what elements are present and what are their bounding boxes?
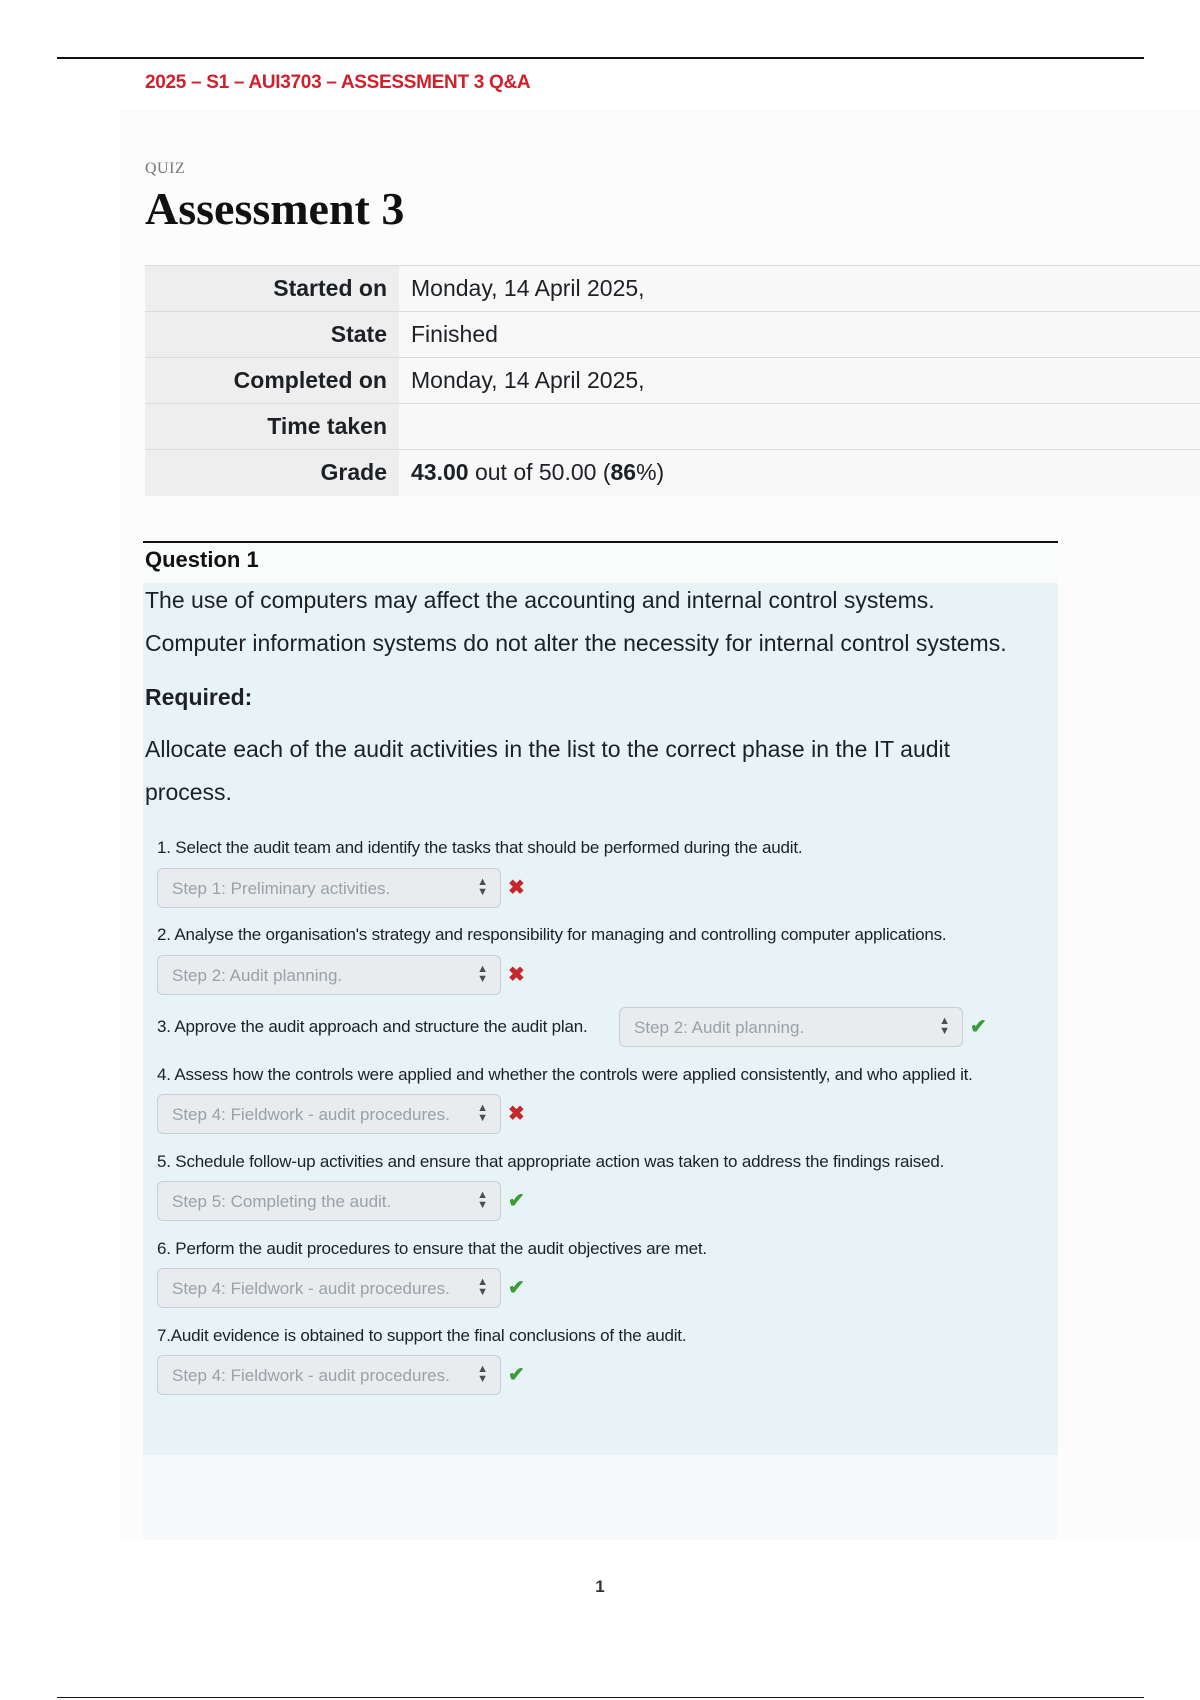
select-arrows-icon: ▲ ▼: [477, 1102, 488, 1124]
state-label: State: [145, 312, 399, 358]
incorrect-icon: ✖: [508, 1103, 525, 1125]
page-title: Assessment 3: [145, 183, 405, 234]
summary-row-state: [145, 312, 1200, 358]
started-label: Started on: [145, 266, 399, 312]
select-arrows-icon: ▲ ▼: [477, 1276, 488, 1298]
audit-item-7-selected: Step 4: Fieldwork - audit procedures.: [172, 1366, 450, 1385]
completed-value: Monday, 14 April 2025,: [399, 358, 1200, 404]
correct-icon: ✔: [970, 1016, 987, 1038]
audit-item-5-text: 5. Schedule follow-up activities and ensure that appropriate action was taken to address the findings raised.: [157, 1152, 945, 1171]
question-instruction-line-1: Allocate each of the audit activities in the list to the correct phase in the IT audit: [145, 736, 951, 762]
select-arrows-icon: ▲ ▼: [939, 1015, 950, 1037]
grade-percent: 86: [610, 459, 637, 486]
audit-item-6-selected: Step 4: Fieldwork - audit procedures.: [172, 1279, 450, 1298]
question-body: [143, 583, 1058, 1455]
time-taken-label: Time taken: [145, 404, 399, 450]
audit-item-4-select[interactable]: [157, 1094, 501, 1134]
select-arrows-icon: ▲ ▼: [477, 1363, 488, 1385]
audit-item-2-text: 2. Analyse the organisation's strategy and responsibility for managing and controlling computer applications.: [157, 925, 947, 944]
audit-item-3-selected: Step 2: Audit planning.: [634, 1018, 805, 1037]
audit-item-4-selected: Step 4: Fieldwork - audit procedures.: [172, 1105, 450, 1124]
bottom-rule: [57, 1697, 1144, 1698]
correct-icon: ✔: [508, 1364, 525, 1386]
audit-item-7-text: 7.Audit evidence is obtained to support the final conclusions of the audit.: [157, 1326, 687, 1345]
audit-item-6-text: 6. Perform the audit procedures to ensure that the audit objectives are met.: [157, 1239, 707, 1258]
grade-score: 43.00: [411, 459, 469, 486]
attempt-summary-table: [145, 265, 1200, 496]
question-header: [143, 541, 1058, 585]
incorrect-icon: ✖: [508, 877, 525, 899]
state-value: Finished: [399, 312, 1200, 358]
correct-icon: ✔: [508, 1277, 525, 1299]
correct-icon: ✔: [508, 1190, 525, 1212]
audit-item-5-selected: Step 5: Completing the audit.: [172, 1192, 392, 1211]
select-arrows-icon: ▲ ▼: [477, 1189, 488, 1211]
document-header: 2025 – S1 – AUI3703 – ASSESSMENT 3 Q&A: [145, 72, 531, 93]
question-intro-line-2: Computer information systems do not alter the necessity for internal control systems.: [145, 630, 1007, 656]
audit-item-4-text: 4. Assess how the controls were applied and whether the controls were applied consistently, and who applied it.: [157, 1065, 973, 1084]
summary-row-started: [145, 266, 1200, 312]
audit-item-5-select[interactable]: [157, 1181, 501, 1221]
question-required-label: Required:: [145, 684, 253, 710]
audit-item-1-selected: Step 1: Preliminary activities.: [172, 879, 391, 898]
select-arrows-icon: ▲ ▼: [477, 963, 488, 985]
audit-item-7-select[interactable]: [157, 1355, 501, 1395]
audit-item-1-select[interactable]: [157, 868, 501, 908]
audit-item-1-text: 1. Select the audit team and identify the tasks that should be performed during the audit.: [157, 838, 803, 857]
grade-percent-close: %): [636, 459, 665, 486]
top-rule: [57, 57, 1144, 59]
grade-label: Grade: [145, 450, 399, 496]
question-intro-line-1: The use of computers may affect the accounting and internal control systems.: [145, 587, 935, 613]
page-number: 1: [595, 1577, 605, 1596]
grade-value: [399, 450, 1200, 496]
audit-item-6-select[interactable]: [157, 1268, 501, 1308]
completed-label: Completed on: [145, 358, 399, 404]
question-card: [143, 541, 1058, 1539]
started-value: Monday, 14 April 2025,: [399, 266, 1200, 312]
question-instruction-line-2: process.: [145, 779, 232, 805]
summary-row-time-taken: [145, 404, 1200, 450]
audit-item-2-selected: Step 2: Audit planning.: [172, 966, 343, 985]
incorrect-icon: ✖: [508, 964, 525, 986]
quiz-label: QUIZ: [145, 160, 186, 177]
summary-row-completed: [145, 358, 1200, 404]
question-number: Question 1: [145, 547, 259, 572]
time-taken-value: [399, 404, 1200, 450]
select-arrows-icon: ▲ ▼: [477, 876, 488, 898]
summary-row-grade: [145, 450, 1200, 496]
audit-item-3-select[interactable]: [619, 1007, 963, 1047]
grade-out-of: out of 50.00 (: [468, 459, 611, 486]
audit-item-2-select[interactable]: [157, 955, 501, 995]
audit-item-3-text: 3. Approve the audit approach and structure the audit plan.: [157, 1017, 588, 1036]
